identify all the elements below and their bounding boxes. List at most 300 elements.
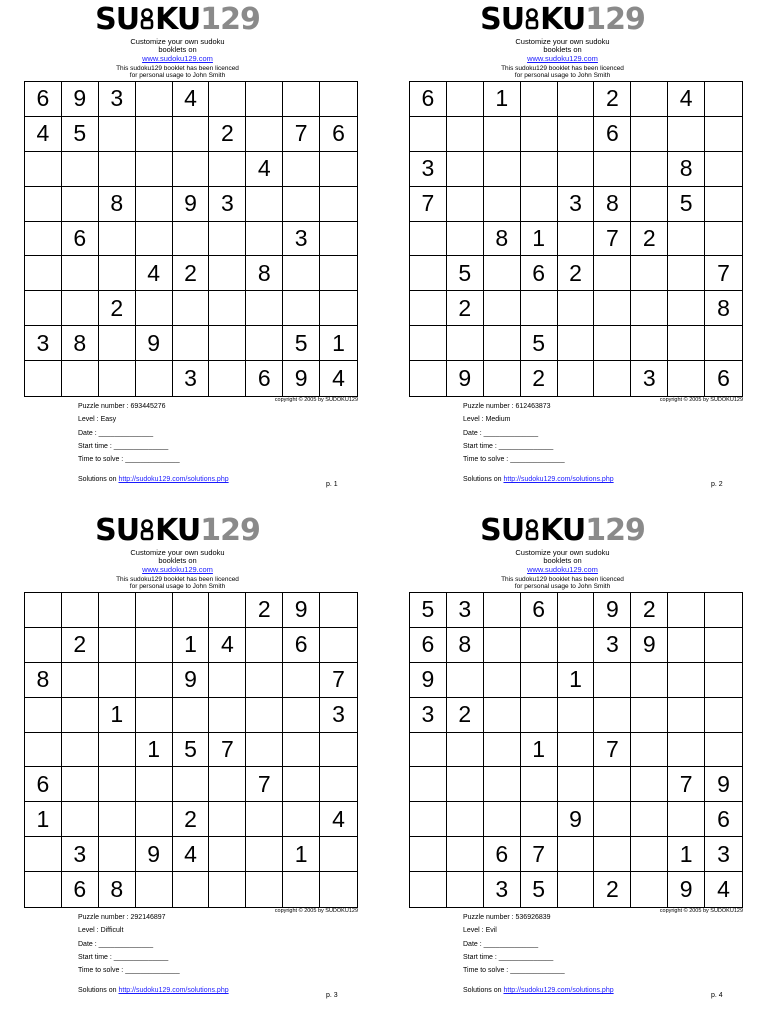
grid-cell: 9 bbox=[631, 628, 668, 663]
grid-cell bbox=[136, 187, 173, 222]
grid-cell bbox=[99, 593, 136, 628]
grid-cell bbox=[484, 326, 521, 361]
grid-cell bbox=[705, 187, 742, 222]
grid-cell bbox=[631, 872, 668, 907]
grid-cell: 2 bbox=[173, 802, 210, 837]
grid-cell bbox=[594, 663, 631, 698]
grid-cell bbox=[173, 291, 210, 326]
grid-cell: 7 bbox=[594, 733, 631, 768]
grid-cell bbox=[631, 837, 668, 872]
grid-cell bbox=[410, 117, 447, 152]
grid-cell: 3 bbox=[594, 628, 631, 663]
grid-cell bbox=[410, 837, 447, 872]
grid-cell: 7 bbox=[705, 256, 742, 291]
grid-cell: 9 bbox=[173, 187, 210, 222]
grid-cell bbox=[25, 698, 62, 733]
grid-cell bbox=[99, 256, 136, 291]
grid-cell bbox=[668, 628, 705, 663]
grid-cell bbox=[62, 256, 99, 291]
solutions-link[interactable]: http://sudoku129.com/solutions.php bbox=[118, 476, 229, 483]
grid-cell bbox=[668, 117, 705, 152]
copyright: copyright © 2005 by SUDOKU129 bbox=[274, 397, 358, 403]
grid-cell bbox=[558, 291, 595, 326]
grid-cell bbox=[705, 628, 742, 663]
grid-cell bbox=[521, 82, 558, 117]
grid-cell bbox=[320, 628, 357, 663]
grid-cell bbox=[136, 698, 173, 733]
grid-cell bbox=[410, 291, 447, 326]
licence-note: This sudoku129 booklet has been licenced for personal usage to John Smith bbox=[501, 65, 624, 79]
grid-cell bbox=[99, 733, 136, 768]
grid-cell bbox=[705, 593, 742, 628]
grid-cell: 4 bbox=[717, 876, 730, 903]
solutions-link[interactable]: http://sudoku129.com/solutions.php bbox=[503, 476, 614, 483]
grid-cell: 7 bbox=[594, 222, 631, 257]
grid-cell bbox=[705, 698, 742, 733]
grid-cell bbox=[631, 802, 668, 837]
grid-cell bbox=[62, 291, 99, 326]
grid-cell bbox=[484, 733, 521, 768]
grid-cell bbox=[521, 187, 558, 222]
grid-cell: 7 bbox=[668, 767, 705, 802]
grid-cell: 2 bbox=[521, 361, 558, 396]
site-link[interactable]: www.sudoku129.com bbox=[142, 54, 213, 63]
grid-cell bbox=[62, 152, 99, 187]
time-to-solve-field: Time to solve : ______________ bbox=[463, 456, 565, 463]
grid-cell bbox=[447, 767, 484, 802]
grid-cell bbox=[705, 326, 742, 361]
tagline: Customize your own sudoku booklets on bbox=[515, 548, 610, 565]
grid-cell: 9 bbox=[62, 82, 99, 117]
grid-cell bbox=[484, 802, 521, 837]
grid-cell bbox=[521, 767, 558, 802]
grid-cell: 3 bbox=[320, 698, 357, 733]
grid-cell bbox=[136, 628, 173, 663]
grid-cell bbox=[283, 82, 320, 117]
grid-cell: 1 bbox=[173, 628, 210, 663]
sudoku-page bbox=[0, 0, 358, 510]
grid-cell bbox=[631, 767, 668, 802]
grid-cell bbox=[246, 117, 283, 152]
grid-cell bbox=[410, 872, 447, 907]
grid-cell bbox=[447, 117, 484, 152]
grid-cell bbox=[320, 872, 357, 907]
time-to-solve-field: Time to solve : ______________ bbox=[78, 967, 180, 974]
grid-cell bbox=[631, 256, 668, 291]
grid-cell bbox=[246, 872, 283, 907]
grid-cell bbox=[246, 802, 283, 837]
grid-cell bbox=[62, 767, 99, 802]
tagline: Customize your own sudoku booklets on bbox=[515, 37, 610, 54]
grid-cell bbox=[62, 733, 99, 768]
page-number: p. 4 bbox=[711, 992, 723, 999]
grid-cell bbox=[558, 837, 595, 872]
grid-cell: 6 bbox=[283, 628, 320, 663]
grid-cell bbox=[668, 663, 705, 698]
grid-cell bbox=[558, 361, 595, 396]
grid-cell bbox=[594, 837, 631, 872]
grid-cell bbox=[25, 361, 62, 396]
grid-cell bbox=[705, 117, 742, 152]
grid-cell bbox=[668, 291, 705, 326]
grid-cell: 2 bbox=[631, 222, 668, 257]
site-link[interactable]: www.sudoku129.com bbox=[142, 565, 213, 574]
start-time-field: Start time : ______________ bbox=[78, 954, 169, 961]
grid-cell bbox=[283, 698, 320, 733]
grid-cell: 9 bbox=[558, 802, 595, 837]
grid-cell bbox=[668, 326, 705, 361]
grid-cell bbox=[594, 698, 631, 733]
grid-cell bbox=[246, 837, 283, 872]
grid-cell bbox=[136, 593, 173, 628]
grid-cell bbox=[484, 291, 521, 326]
grid-cell: 8 bbox=[705, 291, 742, 326]
grid-cell: 4 bbox=[246, 152, 283, 187]
grid-cell: 4 bbox=[320, 802, 357, 837]
grid-cell bbox=[558, 152, 595, 187]
grid-cell bbox=[99, 802, 136, 837]
grid-cell: 6 bbox=[25, 82, 62, 117]
grid-cell bbox=[62, 663, 99, 698]
grid-cell bbox=[705, 663, 742, 698]
grid-cell: 3 bbox=[447, 593, 484, 628]
grid-cell bbox=[209, 663, 246, 698]
sudoku129-logo: SU KU129 bbox=[95, 2, 260, 37]
grid-cell bbox=[136, 802, 173, 837]
grid-cell bbox=[99, 837, 136, 872]
grid-cell bbox=[447, 152, 484, 187]
grid-cell bbox=[705, 152, 742, 187]
grid-cell bbox=[246, 187, 283, 222]
grid-cell: 5 bbox=[173, 733, 210, 768]
grid-cell bbox=[246, 291, 283, 326]
tagline: Customize your own sudoku booklets on bbox=[130, 548, 225, 565]
grid-cell bbox=[320, 291, 357, 326]
licence-note: This sudoku129 booklet has been licenced for personal usage to John Smith bbox=[116, 576, 239, 590]
grid-cell bbox=[631, 698, 668, 733]
grid-cell bbox=[594, 256, 631, 291]
start-time-field: Start time : ______________ bbox=[78, 443, 169, 450]
grid-cell: 1 bbox=[99, 698, 136, 733]
grid-cell bbox=[447, 872, 484, 907]
grid-cell bbox=[484, 593, 521, 628]
date-field: Date : ______________ bbox=[463, 941, 539, 948]
grid-cell bbox=[209, 872, 246, 907]
logo-o-mark-icon bbox=[525, 8, 539, 30]
site-link[interactable]: www.sudoku129.com bbox=[527, 54, 598, 63]
grid-cell bbox=[136, 222, 173, 257]
grid-cell: 6 bbox=[484, 837, 521, 872]
grid-cell: 9 bbox=[705, 767, 742, 802]
grid-cell: 2 bbox=[447, 291, 484, 326]
grid-cell bbox=[558, 326, 595, 361]
grid-cell: 3 bbox=[410, 152, 447, 187]
grid-cell bbox=[558, 117, 595, 152]
grid-cell: 8 bbox=[99, 872, 136, 907]
grid-cell bbox=[447, 82, 484, 117]
puzzle-number: Puzzle number : 292146897 bbox=[78, 914, 166, 921]
grid-cell bbox=[320, 82, 357, 117]
grid-cell: 8 bbox=[25, 663, 62, 698]
grid-cell: 9 bbox=[410, 663, 447, 698]
logo-o-mark-icon bbox=[140, 8, 154, 30]
grid-cell: 6 bbox=[62, 222, 99, 257]
start-time-field: Start time : ______________ bbox=[463, 443, 554, 450]
solutions-link[interactable]: http://sudoku129.com/solutions.php bbox=[503, 987, 614, 994]
grid-cell bbox=[99, 152, 136, 187]
grid-cell bbox=[173, 152, 210, 187]
grid-cell bbox=[558, 733, 595, 768]
grid-cell bbox=[484, 117, 521, 152]
grid-cell bbox=[136, 872, 173, 907]
tagline: Customize your own sudoku booklets on bbox=[130, 37, 225, 54]
grid-cell bbox=[62, 593, 99, 628]
grid-cell bbox=[283, 187, 320, 222]
sudoku129-logo: SU KU129 bbox=[95, 513, 260, 548]
grid-cell bbox=[484, 256, 521, 291]
copyright: copyright © 2005 by SUDOKU129 bbox=[659, 397, 743, 403]
grid-cell bbox=[410, 361, 447, 396]
grid-cell: 2 bbox=[447, 698, 484, 733]
sudoku-grid bbox=[409, 81, 743, 397]
grid-cell: 2 bbox=[62, 628, 99, 663]
grid-cell bbox=[136, 361, 173, 396]
date-field: Date : ______________ bbox=[78, 941, 154, 948]
grid-cell bbox=[209, 152, 246, 187]
solutions-line: Solutions on http://sudoku129.com/solutions.php bbox=[78, 987, 229, 994]
time-to-solve-field: Time to solve : ______________ bbox=[78, 456, 180, 463]
page-number: p. 2 bbox=[711, 481, 723, 488]
grid-cell: 3 bbox=[283, 222, 320, 257]
grid-cell: 6 bbox=[521, 256, 558, 291]
grid-cell: 3 bbox=[25, 326, 62, 361]
grid-cell bbox=[283, 733, 320, 768]
grid-cell: 4 bbox=[173, 82, 210, 117]
grid-cell bbox=[521, 117, 558, 152]
grid-cell bbox=[209, 291, 246, 326]
grid-cell bbox=[594, 767, 631, 802]
grid-cell: 2 bbox=[594, 82, 631, 117]
grid-cell bbox=[705, 82, 742, 117]
grid-cell bbox=[484, 628, 521, 663]
grid-cell: 1 bbox=[521, 222, 558, 257]
site-link[interactable]: www.sudoku129.com bbox=[527, 565, 598, 574]
grid-cell: 3 bbox=[484, 872, 521, 907]
grid-cell: 3 bbox=[558, 187, 595, 222]
grid-cell: 8 bbox=[484, 222, 521, 257]
grid-cell bbox=[558, 593, 595, 628]
grid-cell bbox=[246, 222, 283, 257]
grid-cell: 7 bbox=[283, 117, 320, 152]
grid-cell bbox=[447, 802, 484, 837]
grid-cell bbox=[447, 733, 484, 768]
grid-cell: 2 bbox=[631, 593, 668, 628]
grid-cell: 3 bbox=[631, 361, 668, 396]
logo-o-mark-icon bbox=[140, 519, 154, 541]
grid-cell: 5 bbox=[521, 326, 558, 361]
grid-cell bbox=[283, 872, 320, 907]
grid-cell bbox=[521, 663, 558, 698]
grid-cell bbox=[25, 187, 62, 222]
grid-cell bbox=[62, 698, 99, 733]
grid-cell: 3 bbox=[410, 698, 447, 733]
grid-cell: 9 bbox=[447, 361, 484, 396]
grid-cell bbox=[631, 326, 668, 361]
level: Level : Evil bbox=[463, 927, 497, 934]
grid-cell: 9 bbox=[283, 593, 320, 628]
sudoku129-logo: SU KU129 bbox=[480, 2, 645, 37]
grid-cell bbox=[62, 187, 99, 222]
grid-cell bbox=[631, 82, 668, 117]
grid-cell: 3 bbox=[209, 187, 246, 222]
grid-cell bbox=[484, 152, 521, 187]
grid-cell: 1 bbox=[668, 837, 705, 872]
grid-cell: 8 bbox=[62, 326, 99, 361]
grid-cell: 4 bbox=[173, 837, 210, 872]
grid-cell bbox=[25, 837, 62, 872]
grid-cell: 2 bbox=[173, 256, 210, 291]
grid-cell bbox=[668, 361, 705, 396]
grid-cell: 8 bbox=[99, 187, 136, 222]
grid-cell: 4 bbox=[332, 365, 345, 392]
grid-cell: 4 bbox=[668, 82, 705, 117]
grid-cell: 1 bbox=[484, 82, 521, 117]
copyright: copyright © 2005 by SUDOKU129 bbox=[659, 908, 743, 914]
level: Level : Easy bbox=[78, 416, 117, 423]
sudoku-grid bbox=[24, 81, 358, 397]
grid-cell bbox=[521, 628, 558, 663]
grid-cell bbox=[484, 361, 521, 396]
grid-cell: 3 bbox=[173, 361, 210, 396]
grid-cell bbox=[246, 326, 283, 361]
grid-cell: 3 bbox=[99, 82, 136, 117]
grid-cell bbox=[558, 767, 595, 802]
grid-cell: 2 bbox=[246, 593, 283, 628]
grid-cell: 2 bbox=[99, 291, 136, 326]
level: Level : Medium bbox=[463, 416, 511, 423]
grid-cell: 9 bbox=[136, 837, 173, 872]
grid-cell bbox=[173, 117, 210, 152]
grid-cell: 3 bbox=[62, 837, 99, 872]
grid-cell bbox=[447, 326, 484, 361]
grid-cell bbox=[136, 291, 173, 326]
sudoku-page bbox=[385, 0, 743, 510]
grid-cell bbox=[447, 663, 484, 698]
grid-cell bbox=[209, 802, 246, 837]
grid-cell: 6 bbox=[521, 593, 558, 628]
grid-cell: 1 bbox=[283, 837, 320, 872]
grid-cell: 9 bbox=[136, 326, 173, 361]
grid-cell bbox=[320, 593, 357, 628]
grid-cell bbox=[209, 256, 246, 291]
grid-cell: 7 bbox=[521, 837, 558, 872]
grid-cell bbox=[668, 256, 705, 291]
grid-cell bbox=[209, 698, 246, 733]
grid-cell bbox=[25, 256, 62, 291]
grid-cell bbox=[99, 326, 136, 361]
grid-cell bbox=[173, 222, 210, 257]
page-number: p. 1 bbox=[326, 481, 338, 488]
grid-cell bbox=[320, 222, 357, 257]
grid-cell bbox=[136, 663, 173, 698]
grid-cell bbox=[25, 291, 62, 326]
grid-cell bbox=[705, 222, 742, 257]
sudoku129-logo: SU KU129 bbox=[480, 513, 645, 548]
level: Level : Difficult bbox=[78, 927, 124, 934]
solutions-link[interactable]: http://sudoku129.com/solutions.php bbox=[118, 987, 229, 994]
date-field: Date : ______________ bbox=[78, 430, 154, 437]
grid-cell: 5 bbox=[668, 187, 705, 222]
grid-cell bbox=[410, 802, 447, 837]
grid-cell bbox=[209, 767, 246, 802]
licence-note: This sudoku129 booklet has been licenced for personal usage to John Smith bbox=[116, 65, 239, 79]
grid-cell: 9 bbox=[668, 872, 705, 907]
puzzle-number: Puzzle number : 536926839 bbox=[463, 914, 551, 921]
grid-cell bbox=[99, 361, 136, 396]
grid-cell bbox=[594, 802, 631, 837]
grid-cell bbox=[410, 326, 447, 361]
grid-cell bbox=[136, 152, 173, 187]
grid-cell: 2 bbox=[209, 117, 246, 152]
grid-cell: 6 bbox=[320, 117, 357, 152]
grid-cell: 5 bbox=[447, 256, 484, 291]
grid-cell bbox=[558, 872, 595, 907]
grid-cell bbox=[521, 152, 558, 187]
grid-cell bbox=[320, 187, 357, 222]
grid-cell bbox=[521, 698, 558, 733]
grid-cell: 1 bbox=[320, 326, 357, 361]
grid-cell bbox=[99, 628, 136, 663]
sudoku-grid bbox=[409, 592, 743, 908]
grid-cell bbox=[320, 256, 357, 291]
grid-cell bbox=[631, 291, 668, 326]
grid-cell: 7 bbox=[320, 663, 357, 698]
puzzle-number: Puzzle number : 612463873 bbox=[463, 403, 551, 410]
grid-cell: 6 bbox=[25, 767, 62, 802]
grid-cell bbox=[136, 767, 173, 802]
grid-cell bbox=[410, 733, 447, 768]
grid-cell bbox=[99, 222, 136, 257]
grid-cell bbox=[410, 256, 447, 291]
grid-cell bbox=[668, 593, 705, 628]
grid-cell: 7 bbox=[246, 767, 283, 802]
grid-cell bbox=[283, 256, 320, 291]
grid-cell: 1 bbox=[136, 733, 173, 768]
grid-cell bbox=[320, 767, 357, 802]
grid-cell bbox=[484, 698, 521, 733]
grid-cell bbox=[594, 326, 631, 361]
sudoku-grid bbox=[24, 592, 358, 908]
grid-cell bbox=[62, 802, 99, 837]
grid-cell bbox=[246, 663, 283, 698]
grid-cell bbox=[631, 152, 668, 187]
licence-note: This sudoku129 booklet has been licenced for personal usage to John Smith bbox=[501, 576, 624, 590]
grid-cell bbox=[668, 802, 705, 837]
grid-cell bbox=[283, 767, 320, 802]
date-field: Date : ______________ bbox=[463, 430, 539, 437]
grid-cell bbox=[173, 326, 210, 361]
grid-cell: 3 bbox=[705, 837, 742, 872]
grid-cell bbox=[558, 222, 595, 257]
grid-cell bbox=[484, 187, 521, 222]
copyright: copyright © 2005 by SUDOKU129 bbox=[274, 908, 358, 914]
grid-cell bbox=[209, 82, 246, 117]
grid-cell bbox=[25, 872, 62, 907]
grid-cell bbox=[447, 222, 484, 257]
grid-cell bbox=[447, 837, 484, 872]
grid-cell bbox=[246, 733, 283, 768]
grid-cell bbox=[246, 698, 283, 733]
